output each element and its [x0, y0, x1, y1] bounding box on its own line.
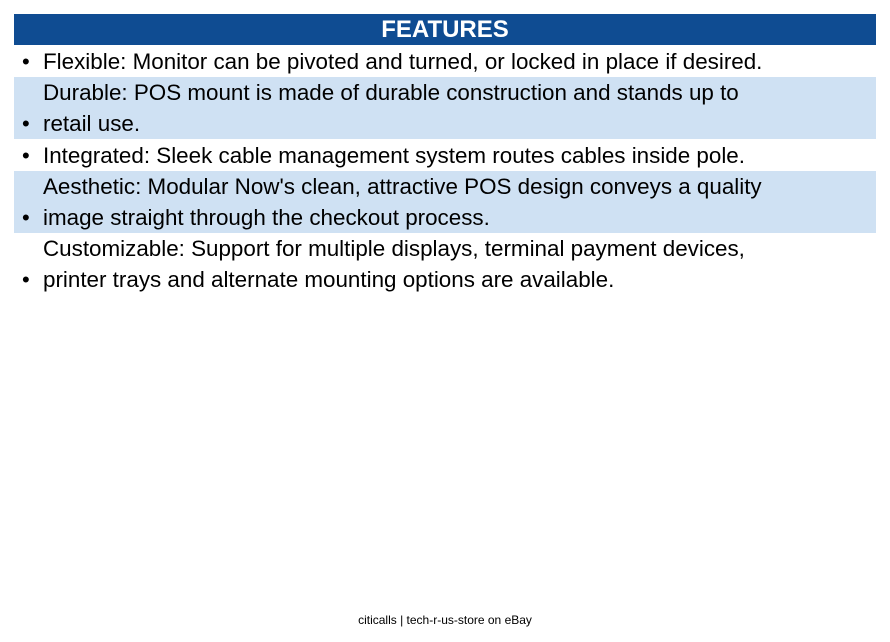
- feature-line: Durable: POS mount is made of durable construction and stands up to: [43, 80, 739, 105]
- feature-text-flexible: [43, 46, 876, 77]
- feature-line: Integrated: Sleek cable management system routes cables inside pole.: [43, 143, 745, 168]
- feature-item-integrated: [14, 140, 876, 171]
- feature-text-customizable: [43, 233, 876, 295]
- footer-credit: citicalls | tech-r-us-store on eBay: [358, 613, 532, 627]
- feature-line: Customizable: Support for multiple displays, terminal payment devices,: [43, 236, 745, 261]
- feature-line: printer trays and alternate mounting options are available.: [43, 267, 615, 292]
- feature-list: [14, 46, 876, 295]
- feature-item-flexible: [14, 46, 876, 77]
- bullet: •: [22, 143, 30, 168]
- feature-line: image straight through the checkout process.: [43, 205, 490, 230]
- bullet: •: [22, 49, 30, 74]
- features-header: [14, 14, 876, 45]
- features-title: FEATURES: [381, 16, 509, 43]
- feature-line: Flexible: Monitor can be pivoted and turned, or locked in place if desired.: [43, 49, 763, 74]
- feature-text-durable: [43, 77, 876, 139]
- feature-line: Aesthetic: Modular Now's clean, attractive POS design conveys a quality: [43, 174, 762, 199]
- feature-item-durable: [14, 77, 876, 139]
- bullet: •: [22, 111, 30, 136]
- bullet: •: [22, 267, 30, 292]
- feature-text-aesthetic: [43, 171, 876, 233]
- feature-line: retail use.: [43, 111, 141, 136]
- feature-item-aesthetic: [14, 171, 876, 233]
- bullet: •: [22, 205, 30, 230]
- feature-item-customizable: [14, 233, 876, 295]
- feature-text-integrated: [43, 140, 876, 171]
